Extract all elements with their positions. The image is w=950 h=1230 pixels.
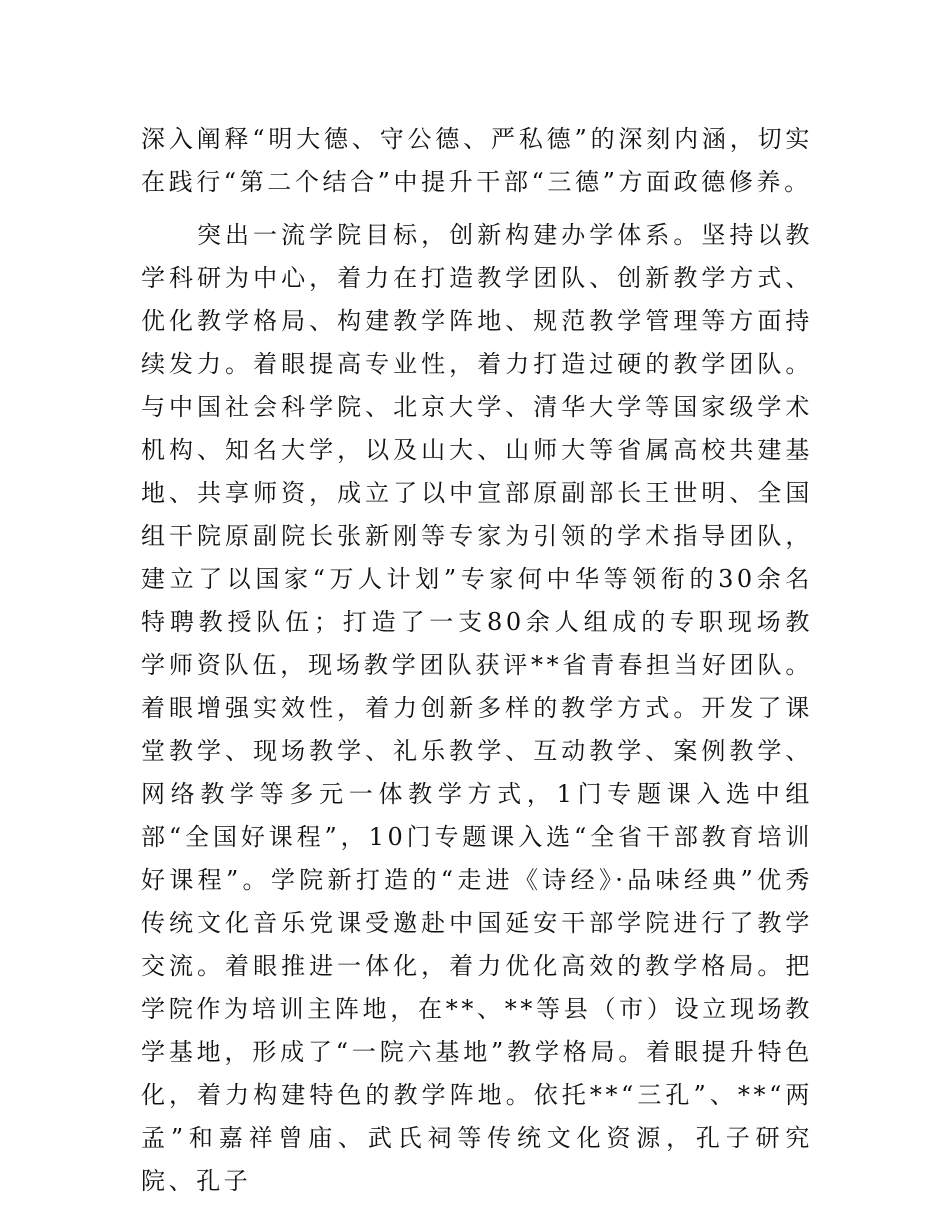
paragraph-teaching-system: 突出一流学院目标，创新构建办学体系。坚持以教学科研为中心，着力在打造教学团队、创新教学方式、优化教学格局、构建教学阵地、规范教学管理等方面持续发力。着眼提高专业性，着力打造过硬的教学团队。与中国社会科学院、北京大学、清华大学等国家级学术机构、知名大学，以及山大、山师大等省属高校共建基地、共享师资，成立了以中宣部原副部长王世明、全国组干院原副院长张新刚等专家为引领的学术指导团队，建立了以国家“万人计划”专家何中华等领衔的30余名特聘教授队伍；打造了一支80余人组成的专职现场教学师资队伍，现场教学团队获评**省青春担当好团队。着眼增强实效性，着力创新多样的教学方式。开发了课堂教学、现场教学、礼乐教学、互动教学、案例教学、网络教学等多元一体教学方式，1门专题课入选中组部“全国好课程”，10门专题课入选“全省干部教育培训好课程”。学院新打造的“走进《诗经》·品味经典”优秀传统文化音乐党课受邀赴中国延安干部学院进行了教学交流。着眼推进一体化，着力优化高效的教学格局。把学院作为培训主阵地，在**、**等县（市）设立现场教学基地，形成了“一院六基地”教学格局。着眼提升特色化，着力构建特色的教学阵地。依托**“三孔”、**“两孟”和嘉祥曾庙、武氏祠等传统文化资源，孔子研究院、孔子 — [141, 221, 813, 1195]
document-page — [141, 118, 813, 1203]
paragraph-continued: 深入阐释“明大德、守公德、严私德”的深刻内涵，切实在践行“第二个结合”中提升干部“三德”方面政德修养。 — [141, 125, 813, 196]
